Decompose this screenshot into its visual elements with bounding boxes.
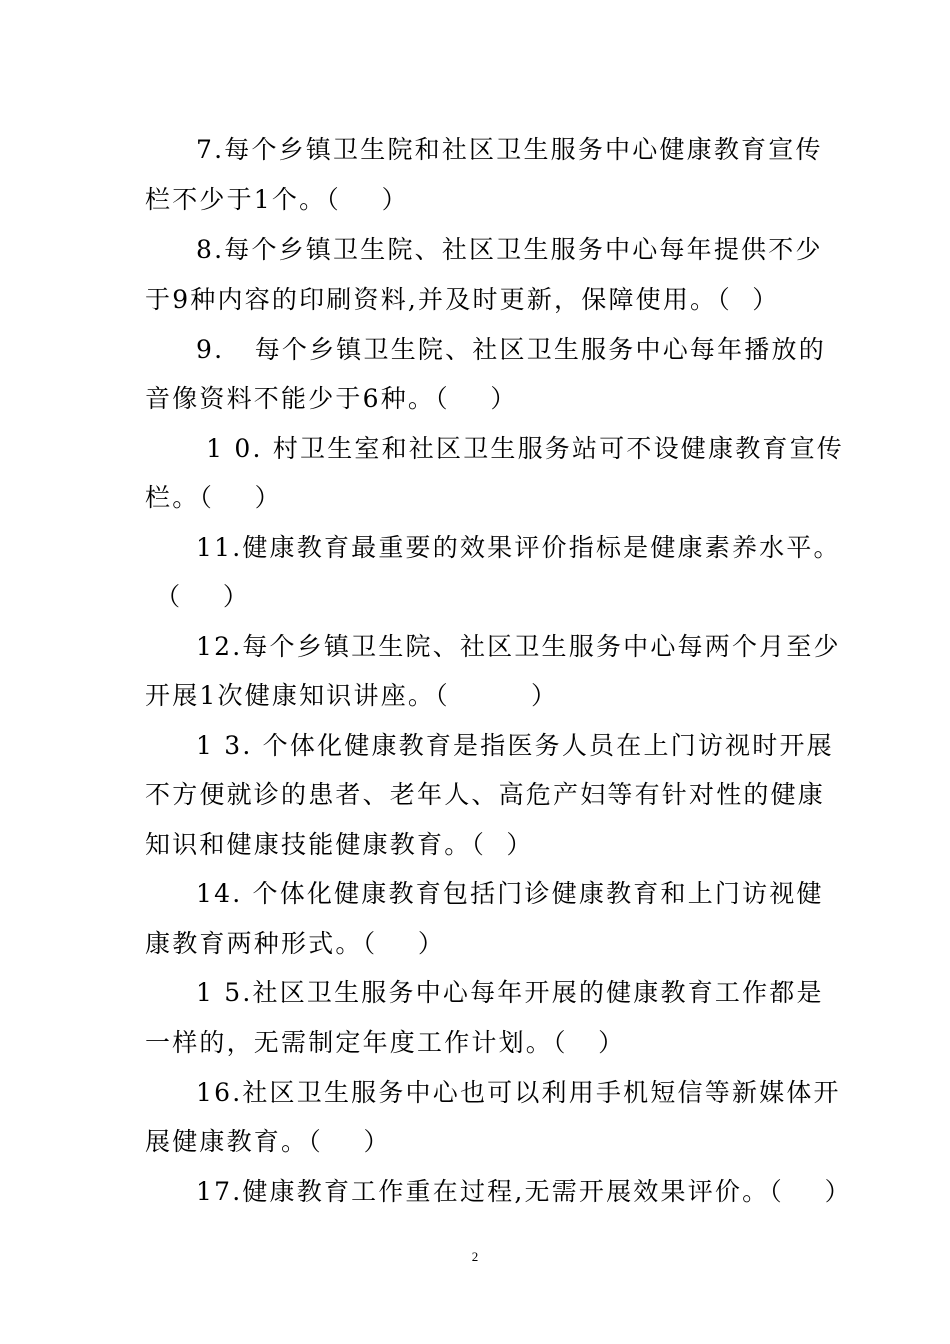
question-17-line-1: 17.健康教育工作重在过程,无需开展效果评价。（ ）: [196, 1177, 852, 1206]
question-13-line-2: 不方便就诊的患者、老年人、高危产妇等有针对性的健康: [145, 780, 826, 809]
question-14-line-2: 康教育两种形式。（ ）: [145, 929, 446, 958]
question-13-line-1: 1 3. 个体化健康教育是指医务人员在上门访视时开展: [196, 731, 834, 760]
question-10-line-1: 1 0. 村卫生室和社区卫生服务站可不设健康教育宣传: [196, 434, 845, 463]
question-12-line-1: 12.每个乡镇卫生院、社区卫生服务中心每两个月至少: [196, 632, 841, 661]
question-16-line-1: 16.社区卫生服务中心也可以利用手机短信等新媒体开: [196, 1078, 841, 1107]
question-7-line-1: 7.每个乡镇卫生院和社区卫生服务中心健康教育宣传: [196, 135, 823, 164]
question-9-line-2: 音像资料不能少于6种。（ ）: [145, 384, 518, 413]
question-15-line-1: 1 5.社区卫生服务中心每年开展的健康教育工作都是: [196, 978, 824, 1007]
question-15-line-2: 一样的，无需制定年度工作计划。（ ）: [145, 1028, 626, 1057]
question-10-line-2: 栏。（ ）: [145, 483, 282, 512]
question-8-line-2: 于9种内容的印刷资料,并及时更新，保障使用。（ ）: [145, 285, 780, 314]
question-7-line-2: 栏不少于1个。（ ）: [145, 185, 409, 214]
page-number: 2: [471, 1249, 479, 1264]
question-9-line-1: 9. 每个乡镇卫生院、社区卫生服务中心每年播放的: [196, 335, 826, 364]
question-14-line-1: 14. 个体化健康教育包括门诊健康教育和上门访视健: [196, 879, 824, 908]
question-12-line-2: 开展1次健康知识讲座。（ ）: [145, 681, 559, 710]
question-11-line-2: （ ）: [145, 582, 251, 611]
question-8-line-1: 8.每个乡镇卫生院、社区卫生服务中心每年提供不少: [196, 235, 823, 264]
question-16-line-2: 展健康教育。（ ）: [145, 1127, 391, 1156]
question-11-line-1: 11.健康教育最重要的效果评价指标是健康素养水平。: [196, 533, 841, 562]
question-13-line-3: 知识和健康技能健康教育。（ ）: [145, 830, 534, 859]
